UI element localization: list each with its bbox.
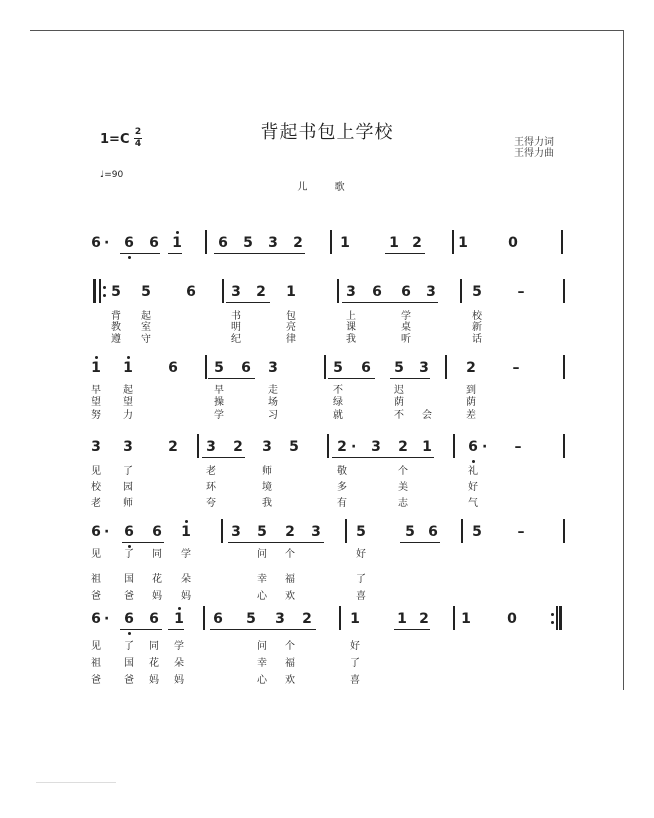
note: 3 bbox=[268, 235, 278, 251]
note: 3 bbox=[231, 524, 241, 540]
lyric-char: 有 bbox=[337, 498, 347, 509]
lyric-char: 美 bbox=[398, 482, 408, 493]
barline bbox=[445, 355, 447, 379]
octave-dot-low bbox=[128, 256, 131, 259]
lyric-char: 见 bbox=[91, 641, 101, 652]
lyric-char: 祖 bbox=[91, 658, 101, 669]
barline bbox=[327, 434, 329, 458]
octave-dot-high bbox=[185, 520, 188, 523]
beat-underline bbox=[122, 542, 164, 543]
genre-label: 儿 歌 bbox=[297, 182, 357, 193]
lyric-char: 我 bbox=[346, 334, 356, 345]
lyric-char: 夸 bbox=[206, 498, 216, 509]
lyric-char: 学 bbox=[181, 549, 191, 560]
beat-underline bbox=[400, 542, 440, 543]
augmentation-dot: · bbox=[351, 439, 357, 455]
note: 2 bbox=[398, 439, 408, 455]
lyric-char: 花 bbox=[149, 658, 159, 669]
lyric-char: 望 bbox=[123, 397, 133, 408]
lyric-char: 心 bbox=[257, 675, 267, 686]
lyric-char: 喜 bbox=[356, 591, 366, 602]
repeat-end-thin-bar bbox=[556, 606, 558, 630]
note: 6 bbox=[213, 611, 223, 627]
barline bbox=[452, 230, 454, 254]
note: 5 bbox=[246, 611, 256, 627]
composer-credit: 王得力曲 bbox=[514, 148, 554, 159]
barline bbox=[222, 279, 224, 303]
note: 2 bbox=[293, 235, 303, 251]
lyric-char: 见 bbox=[91, 466, 101, 477]
beat-underline bbox=[168, 253, 182, 254]
barline bbox=[563, 519, 565, 543]
note: 3 bbox=[371, 439, 381, 455]
lyric-char: 包 bbox=[286, 311, 296, 322]
lyric-char: 朵 bbox=[174, 658, 184, 669]
note: 6 bbox=[401, 284, 411, 300]
lyric-char: 问 bbox=[257, 641, 267, 652]
barline bbox=[561, 230, 563, 254]
note: 1 bbox=[458, 235, 468, 251]
note: 5 bbox=[141, 284, 151, 300]
lyric-char: 幸 bbox=[257, 658, 267, 669]
note: 5 bbox=[214, 360, 224, 376]
lyric-char: 习 bbox=[268, 410, 278, 421]
note: 6 bbox=[124, 524, 134, 540]
beat-underline bbox=[366, 457, 434, 458]
lyric-char: 书 bbox=[231, 311, 241, 322]
note: 1 bbox=[174, 611, 184, 627]
lyricist-credit: 王得力词 bbox=[514, 137, 554, 148]
lyric-char: 守 bbox=[141, 334, 151, 345]
lyric-char: 就 bbox=[333, 410, 343, 421]
beat-underline bbox=[168, 629, 184, 630]
lyric-char: 纪 bbox=[231, 334, 241, 345]
lyric-char: 环 bbox=[206, 482, 216, 493]
note: 6 bbox=[91, 235, 101, 251]
lyric-char: 话 bbox=[472, 334, 482, 345]
barline bbox=[563, 355, 565, 379]
note: 5 bbox=[405, 524, 415, 540]
repeat-dot bbox=[551, 621, 554, 624]
note: 6 bbox=[91, 611, 101, 627]
augmentation-dot: · bbox=[104, 235, 110, 251]
barline bbox=[563, 434, 565, 458]
note: – bbox=[512, 360, 520, 376]
lyric-char: 妈 bbox=[149, 675, 159, 686]
note: 5 bbox=[333, 360, 343, 376]
lyric-char: 桌 bbox=[401, 322, 411, 333]
beat-underline bbox=[202, 457, 245, 458]
note: 5 bbox=[243, 235, 253, 251]
lyric-char: 走 bbox=[268, 385, 278, 396]
note: 1 bbox=[340, 235, 350, 251]
lyric-char: 到 bbox=[466, 385, 476, 396]
lyric-char: 同 bbox=[152, 549, 162, 560]
lyric-char: 福 bbox=[285, 658, 295, 669]
beat-underline bbox=[394, 629, 430, 630]
note: 1 bbox=[350, 611, 360, 627]
octave-dot-low bbox=[128, 545, 131, 548]
note: 0 bbox=[507, 611, 517, 627]
augmentation-dot: · bbox=[104, 524, 110, 540]
lyric-char: 早 bbox=[91, 385, 101, 396]
lyric-char: 好 bbox=[356, 549, 366, 560]
time-signature-top: 2 bbox=[134, 127, 142, 137]
lyric-char: 多 bbox=[337, 482, 347, 493]
lyric-char: 爸 bbox=[91, 591, 101, 602]
note: 2 bbox=[285, 524, 295, 540]
note: 1 bbox=[172, 235, 182, 251]
note: 1 bbox=[123, 360, 133, 376]
lyric-char: 校 bbox=[472, 311, 482, 322]
barline bbox=[453, 606, 455, 630]
note: 6 bbox=[152, 524, 162, 540]
time-signature-bottom: 4 bbox=[134, 139, 142, 149]
note: 6 bbox=[149, 235, 159, 251]
lyric-char: 妈 bbox=[174, 675, 184, 686]
barline bbox=[460, 279, 462, 303]
note: 6 bbox=[361, 360, 371, 376]
augmentation-dot: · bbox=[482, 439, 488, 455]
lyric-char: 礼 bbox=[468, 466, 478, 477]
barline bbox=[461, 519, 463, 543]
barline bbox=[205, 355, 207, 379]
note: 1 bbox=[389, 235, 399, 251]
octave-dot-high bbox=[95, 356, 98, 359]
note: 3 bbox=[262, 439, 272, 455]
lyric-char: 国 bbox=[124, 574, 134, 585]
lyric-char: 好 bbox=[468, 482, 478, 493]
lyric-char: 亮 bbox=[286, 322, 296, 333]
barline bbox=[337, 279, 339, 303]
note: 3 bbox=[426, 284, 436, 300]
note: 3 bbox=[311, 524, 321, 540]
lyric-char: 了 bbox=[124, 549, 134, 560]
note: 3 bbox=[419, 360, 429, 376]
barline bbox=[563, 279, 565, 303]
lyric-char: 上 bbox=[346, 311, 356, 322]
note: 6 bbox=[149, 611, 159, 627]
note: 5 bbox=[289, 439, 299, 455]
lyric-char: 心 bbox=[257, 591, 267, 602]
note: 1 bbox=[461, 611, 471, 627]
lyric-char: 荫 bbox=[394, 397, 404, 408]
lyric-char: 幸 bbox=[257, 574, 267, 585]
lyric-char: 了 bbox=[124, 641, 134, 652]
lyric-char: 起 bbox=[141, 311, 151, 322]
lyric-char: 课 bbox=[346, 322, 356, 333]
lyric-char: 力 bbox=[123, 410, 133, 421]
note: 5 bbox=[394, 360, 404, 376]
note: 2 bbox=[412, 235, 422, 251]
note: 6 bbox=[241, 360, 251, 376]
lyric-char: 荫 bbox=[466, 397, 476, 408]
note: 6 bbox=[168, 360, 178, 376]
barline bbox=[203, 606, 205, 630]
note: 3 bbox=[123, 439, 133, 455]
repeat-start-thick-bar bbox=[93, 279, 96, 303]
lyric-char: 志 bbox=[398, 498, 408, 509]
lyric-char: 境 bbox=[262, 482, 272, 493]
lyric-char: 背 bbox=[111, 311, 121, 322]
note: 5 bbox=[472, 284, 482, 300]
lyric-char: 室 bbox=[141, 322, 151, 333]
note: 3 bbox=[206, 439, 216, 455]
lyric-char: 努 bbox=[91, 410, 101, 421]
note: 2 bbox=[419, 611, 429, 627]
barline bbox=[324, 355, 326, 379]
lyric-char: 国 bbox=[124, 658, 134, 669]
note: 1 bbox=[397, 611, 407, 627]
lyric-char: 了 bbox=[123, 466, 133, 477]
lyric-char: 望 bbox=[91, 397, 101, 408]
note: 2 bbox=[233, 439, 243, 455]
barline bbox=[345, 519, 347, 543]
note: – bbox=[517, 524, 525, 540]
note: 6 bbox=[124, 235, 134, 251]
lyric-char: 教 bbox=[111, 322, 121, 333]
note: 3 bbox=[346, 284, 356, 300]
lyric-char: 园 bbox=[123, 482, 133, 493]
repeat-start-thin-bar bbox=[99, 279, 101, 303]
barline bbox=[453, 434, 455, 458]
lyric-char: 敬 bbox=[337, 466, 347, 477]
lyric-char: 遵 bbox=[111, 334, 121, 345]
lyric-char: 迟 bbox=[394, 385, 404, 396]
lyric-char: 明 bbox=[231, 322, 241, 333]
lyric-char: 个 bbox=[285, 641, 295, 652]
beat-underline bbox=[120, 629, 162, 630]
beat-underline bbox=[390, 378, 430, 379]
note: 6 bbox=[428, 524, 438, 540]
note: 1 bbox=[286, 284, 296, 300]
note: 5 bbox=[356, 524, 366, 540]
lyric-char: 老 bbox=[206, 466, 216, 477]
tempo-marking: ♩=90 bbox=[100, 170, 124, 180]
lyric-char: 场 bbox=[268, 397, 278, 408]
octave-dot-high bbox=[176, 231, 179, 234]
lyric-char: 好 bbox=[350, 641, 360, 652]
octave-dot-high bbox=[178, 607, 181, 610]
note: 2 bbox=[256, 284, 266, 300]
beat-underline bbox=[385, 253, 425, 254]
octave-dot-high bbox=[127, 356, 130, 359]
lyric-char: 爸 bbox=[124, 675, 134, 686]
lyric-char: 早 bbox=[214, 385, 224, 396]
lyric-char: 绿 bbox=[333, 397, 343, 408]
note: 2 bbox=[466, 360, 476, 376]
lyric-char: 个 bbox=[285, 549, 295, 560]
lyric-char: 学 bbox=[214, 410, 224, 421]
lyric-char: 花 bbox=[152, 574, 162, 585]
lyric-char: 妈 bbox=[181, 591, 191, 602]
lyric-char: 校 bbox=[91, 482, 101, 493]
note: 6 bbox=[218, 235, 228, 251]
barline bbox=[197, 434, 199, 458]
note: 6 bbox=[91, 524, 101, 540]
lyric-char: 个 bbox=[398, 466, 408, 477]
repeat-dot bbox=[551, 613, 554, 616]
beat-underline bbox=[210, 629, 316, 630]
repeat-dot bbox=[103, 286, 106, 289]
lyric-char: 学 bbox=[401, 311, 411, 322]
barline bbox=[221, 519, 223, 543]
lyric-char: 起 bbox=[123, 385, 133, 396]
lyric-char: 师 bbox=[262, 466, 272, 477]
lyric-char: 同 bbox=[149, 641, 159, 652]
beat-underline bbox=[214, 253, 305, 254]
lyric-char: 欢 bbox=[285, 591, 295, 602]
lyric-char: 会 bbox=[422, 410, 432, 421]
note: – bbox=[517, 284, 525, 300]
lyric-char: 听 bbox=[401, 334, 411, 345]
repeat-dot bbox=[103, 294, 106, 297]
song-title: 背起书包上学校 bbox=[260, 122, 394, 143]
lyric-char: 朵 bbox=[181, 574, 191, 585]
beat-underline bbox=[226, 302, 270, 303]
note: 6 bbox=[186, 284, 196, 300]
note: 2 bbox=[302, 611, 312, 627]
barline bbox=[339, 606, 341, 630]
note: 3 bbox=[231, 284, 241, 300]
lyric-char: 祖 bbox=[91, 574, 101, 585]
lyric-char: 不 bbox=[333, 385, 343, 396]
note: 2 bbox=[337, 439, 347, 455]
lyric-char: 喜 bbox=[350, 675, 360, 686]
note: 5 bbox=[472, 524, 482, 540]
barline bbox=[330, 230, 332, 254]
lyric-char: 福 bbox=[285, 574, 295, 585]
lyric-char: 欢 bbox=[285, 675, 295, 686]
lyric-char: 我 bbox=[262, 498, 272, 509]
lyric-char: 律 bbox=[286, 334, 296, 345]
note: 3 bbox=[275, 611, 285, 627]
lyric-char: 不 bbox=[394, 410, 404, 421]
lyric-char: 了 bbox=[350, 658, 360, 669]
augmentation-dot: · bbox=[104, 611, 110, 627]
barline bbox=[205, 230, 207, 254]
lyric-char: 了 bbox=[356, 574, 366, 585]
note: 2 bbox=[168, 439, 178, 455]
beat-underline bbox=[328, 378, 375, 379]
lyric-char: 差 bbox=[466, 410, 476, 421]
lyric-char: 爸 bbox=[91, 675, 101, 686]
lyric-char: 师 bbox=[123, 498, 133, 509]
time-signature bbox=[134, 128, 142, 149]
beat-underline bbox=[120, 253, 160, 254]
lyric-char: 新 bbox=[472, 322, 482, 333]
lyric-char: 爸 bbox=[124, 591, 134, 602]
note: 1 bbox=[181, 524, 191, 540]
note: 3 bbox=[91, 439, 101, 455]
scan-mark bbox=[36, 782, 116, 783]
repeat-end-thick-bar bbox=[559, 606, 562, 630]
lyric-char: 见 bbox=[91, 549, 101, 560]
octave-dot-low bbox=[128, 632, 131, 635]
note: 6 bbox=[372, 284, 382, 300]
note: – bbox=[514, 439, 522, 455]
note: 0 bbox=[508, 235, 518, 251]
lyric-char: 操 bbox=[214, 397, 224, 408]
beat-underline bbox=[228, 542, 324, 543]
note: 5 bbox=[257, 524, 267, 540]
octave-dot-low bbox=[472, 460, 475, 463]
lyric-char: 学 bbox=[174, 641, 184, 652]
note: 5 bbox=[111, 284, 121, 300]
credits bbox=[514, 137, 554, 159]
lyric-char: 老 bbox=[91, 498, 101, 509]
note: 1 bbox=[91, 360, 101, 376]
beat-underline bbox=[342, 302, 438, 303]
lyric-char: 问 bbox=[257, 549, 267, 560]
lyric-char: 妈 bbox=[152, 591, 162, 602]
frame-top-border bbox=[30, 30, 624, 31]
note: 1 bbox=[422, 439, 432, 455]
note: 6 bbox=[468, 439, 478, 455]
key-signature: 1=C bbox=[100, 132, 130, 147]
beat-underline bbox=[208, 378, 255, 379]
note: 3 bbox=[268, 360, 278, 376]
lyric-char: 气 bbox=[468, 498, 478, 509]
note: 6 bbox=[124, 611, 134, 627]
